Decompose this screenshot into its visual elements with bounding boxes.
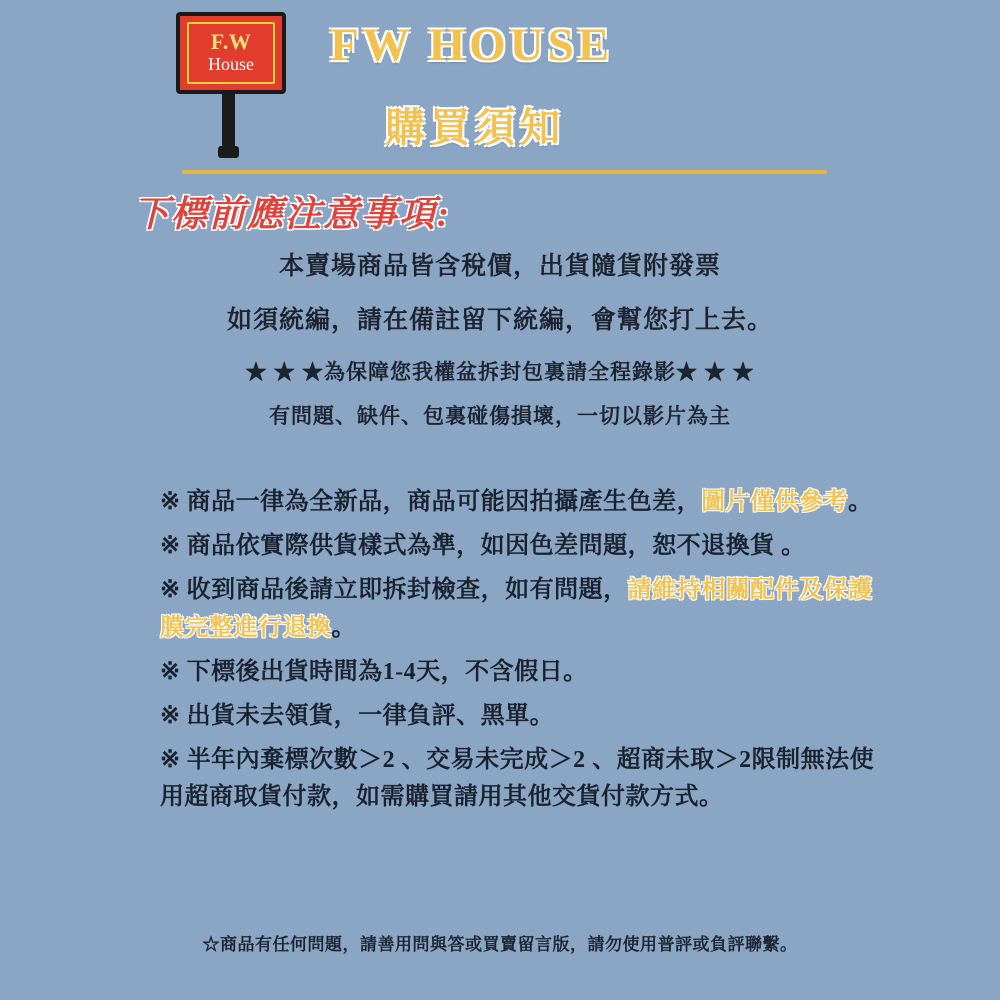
- note-bullet-icon: ※: [160, 533, 181, 560]
- note-item: [160, 742, 880, 816]
- note-bullet-icon: ※: [160, 658, 181, 685]
- note-item: [160, 572, 880, 646]
- note-item: [160, 484, 880, 521]
- note-text: 商品依實際供貨樣式為準，如因色差問題，恕不退換貨 。: [186, 533, 806, 560]
- sign-line-2: House: [208, 54, 254, 75]
- sign-inner-frame: [187, 22, 275, 84]
- sign-post-icon: [222, 92, 235, 154]
- note-text-highlight: 圖片僅供參考: [701, 489, 849, 515]
- intro-block: [0, 246, 1000, 430]
- fw-house-logo: [168, 8, 298, 168]
- footer-note: ☆商品有任何問題，請善用問與答或買賣留言版，請勿使用普評或負評聯繫。: [202, 935, 798, 954]
- note-item: [160, 698, 880, 735]
- note-text: 半年內棄標次數＞2 、交易未完成＞2 、超商未取＞2限制無法使用超商取貨付款，如需購買請用其他交貨付款方式。: [160, 747, 875, 811]
- note-item: [160, 528, 880, 565]
- note-text: 。: [848, 489, 873, 515]
- note-text: 下標後出貨時間為1-4天，不含假日。: [186, 658, 588, 685]
- note-text: 收到商品後請立即拆封檢查，如有問題，: [186, 577, 628, 604]
- notes-list: [160, 484, 880, 824]
- note-bullet-icon: ※: [160, 577, 181, 604]
- intro-line-2: 如須統編，請在備註留下統編，會幫您打上去。: [226, 307, 773, 334]
- note-bullet-icon: ※: [160, 489, 181, 515]
- intro-line-3: ★ ★ ★為保障您我權盆拆封包裏請全程錄影★ ★ ★: [245, 360, 755, 384]
- note-item: [160, 654, 880, 691]
- note-text: 出貨未去領貨，一律負評、黑單。: [186, 702, 555, 729]
- section-heading: 下標前應注意事項:: [133, 194, 451, 234]
- note-text-highlight: 請維持相關配件及保護膜完整進行退換: [160, 577, 873, 641]
- sign-line-1: F.W: [210, 29, 252, 55]
- note-text: 。: [331, 614, 356, 641]
- header-divider: [182, 170, 827, 174]
- note-bullet-icon: ※: [160, 702, 181, 729]
- note-text: 商品一律為全新品，商品可能因拍攝產生色差，: [186, 489, 702, 515]
- intro-line-1: 本賣場商品皆含稅價，出貨隨貨附發票: [278, 253, 721, 280]
- intro-line-4: 有問題、缺件、包裏碰傷損壞，一切以影片為主: [269, 404, 731, 428]
- note-bullet-icon: ※: [160, 747, 181, 774]
- brand-subtitle: 購買須知: [385, 105, 565, 150]
- sign-board-icon: [176, 12, 286, 94]
- brand-title: FW HOUSE: [330, 19, 614, 71]
